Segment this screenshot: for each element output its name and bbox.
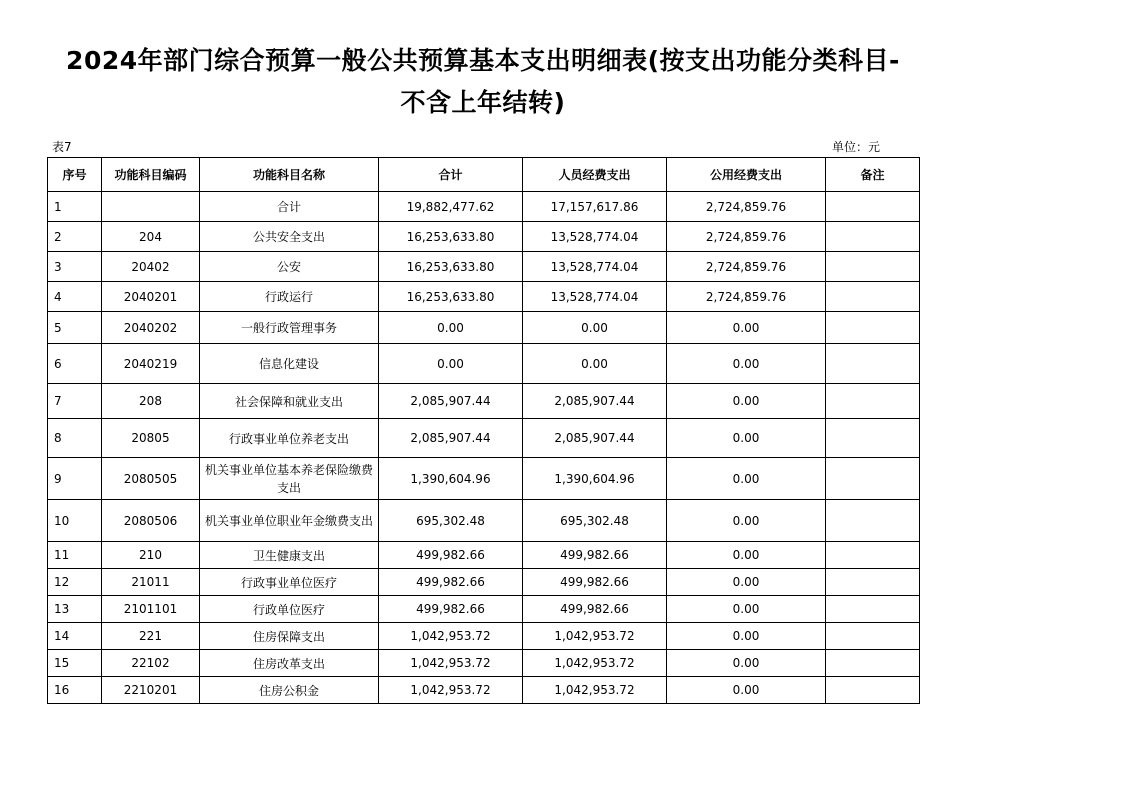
table-row (48, 542, 920, 569)
cell-seq: 2 (48, 222, 102, 252)
cell-total: 1,390,604.96 (379, 458, 523, 500)
cell-seq: 6 (48, 344, 102, 384)
cell-seq: 7 (48, 384, 102, 419)
table-row (48, 312, 920, 344)
cell-total: 499,982.66 (379, 596, 523, 623)
cell-seq: 8 (48, 419, 102, 458)
cell-personnel: 499,982.66 (523, 569, 667, 596)
cell-remark (826, 623, 920, 650)
cell-code: 22102 (102, 650, 200, 677)
table-row (48, 282, 920, 312)
table-row (48, 384, 920, 419)
cell-total: 1,042,953.72 (379, 650, 523, 677)
cell-remark (826, 596, 920, 623)
cell-code: 2080506 (102, 500, 200, 542)
cell-remark (826, 500, 920, 542)
cell-code: 2040201 (102, 282, 200, 312)
cell-personnel: 1,390,604.96 (523, 458, 667, 500)
cell-seq: 3 (48, 252, 102, 282)
cell-total: 16,253,633.80 (379, 252, 523, 282)
cell-name: 合计 (200, 192, 379, 222)
cell-code: 204 (102, 222, 200, 252)
cell-total: 0.00 (379, 312, 523, 344)
table-row (48, 458, 920, 500)
cell-public: 0.00 (667, 500, 826, 542)
cell-personnel: 0.00 (523, 344, 667, 384)
table-row (48, 677, 920, 704)
cell-seq: 16 (48, 677, 102, 704)
cell-seq: 4 (48, 282, 102, 312)
cell-total: 1,042,953.72 (379, 677, 523, 704)
cell-remark (826, 192, 920, 222)
cell-name: 住房保障支出 (200, 623, 379, 650)
header-name: 功能科目名称 (200, 158, 379, 192)
budget-detail-table (47, 157, 920, 704)
cell-name: 公安 (200, 252, 379, 282)
cell-personnel: 1,042,953.72 (523, 677, 667, 704)
cell-seq: 11 (48, 542, 102, 569)
cell-public: 0.00 (667, 312, 826, 344)
cell-remark (826, 458, 920, 500)
cell-remark (826, 542, 920, 569)
cell-personnel: 0.00 (523, 312, 667, 344)
cell-public: 2,724,859.76 (667, 192, 826, 222)
cell-total: 19,882,477.62 (379, 192, 523, 222)
cell-code: 2101101 (102, 596, 200, 623)
cell-remark (826, 384, 920, 419)
table-label: 表7 (52, 140, 72, 154)
cell-personnel: 1,042,953.72 (523, 650, 667, 677)
table-row (48, 252, 920, 282)
cell-code: 21011 (102, 569, 200, 596)
cell-seq: 10 (48, 500, 102, 542)
cell-remark (826, 569, 920, 596)
cell-remark (826, 344, 920, 384)
cell-code: 2080505 (102, 458, 200, 500)
cell-personnel: 695,302.48 (523, 500, 667, 542)
table-row (48, 650, 920, 677)
cell-remark (826, 312, 920, 344)
cell-total: 1,042,953.72 (379, 623, 523, 650)
page-title-line-2: 不含上年结转) (400, 88, 566, 117)
cell-name: 住房公积金 (200, 677, 379, 704)
cell-seq: 5 (48, 312, 102, 344)
cell-remark (826, 650, 920, 677)
cell-code: 221 (102, 623, 200, 650)
table-row (48, 500, 920, 542)
cell-public: 0.00 (667, 384, 826, 419)
cell-seq: 9 (48, 458, 102, 500)
cell-personnel: 17,157,617.86 (523, 192, 667, 222)
cell-name: 一般行政管理事务 (200, 312, 379, 344)
cell-name: 行政事业单位养老支出 (200, 419, 379, 458)
cell-name: 行政单位医疗 (200, 596, 379, 623)
unit-label: 单位：元 (832, 140, 881, 154)
cell-code: 20805 (102, 419, 200, 458)
cell-remark (826, 419, 920, 458)
cell-personnel: 1,042,953.72 (523, 623, 667, 650)
cell-public: 2,724,859.76 (667, 222, 826, 252)
cell-name: 社会保障和就业支出 (200, 384, 379, 419)
cell-name: 机关事业单位基本养老保险缴费支出 (200, 458, 379, 500)
cell-personnel: 13,528,774.04 (523, 282, 667, 312)
cell-code: 20402 (102, 252, 200, 282)
cell-seq: 15 (48, 650, 102, 677)
table-row (48, 192, 920, 222)
cell-code: 210 (102, 542, 200, 569)
cell-name: 卫生健康支出 (200, 542, 379, 569)
cell-public: 0.00 (667, 542, 826, 569)
cell-personnel: 13,528,774.04 (523, 252, 667, 282)
cell-personnel: 13,528,774.04 (523, 222, 667, 252)
table-header-row (48, 158, 920, 192)
table-row (48, 569, 920, 596)
cell-code: 2210201 (102, 677, 200, 704)
cell-remark (826, 677, 920, 704)
cell-public: 0.00 (667, 677, 826, 704)
cell-name: 公共安全支出 (200, 222, 379, 252)
table-row (48, 344, 920, 384)
cell-code: 2040202 (102, 312, 200, 344)
cell-public: 0.00 (667, 344, 826, 384)
cell-personnel: 2,085,907.44 (523, 384, 667, 419)
cell-seq: 13 (48, 596, 102, 623)
header-seq: 序号 (48, 158, 102, 192)
cell-name: 机关事业单位职业年金缴费支出 (200, 500, 379, 542)
cell-personnel: 499,982.66 (523, 542, 667, 569)
cell-code: 208 (102, 384, 200, 419)
header-total: 合计 (379, 158, 523, 192)
cell-total: 2,085,907.44 (379, 419, 523, 458)
cell-seq: 14 (48, 623, 102, 650)
cell-total: 499,982.66 (379, 542, 523, 569)
cell-total: 16,253,633.80 (379, 282, 523, 312)
cell-name: 住房改革支出 (200, 650, 379, 677)
header-personnel: 人员经费支出 (523, 158, 667, 192)
cell-seq: 1 (48, 192, 102, 222)
cell-public: 0.00 (667, 596, 826, 623)
table-row (48, 419, 920, 458)
page-title-line-1: 2024年部门综合预算一般公共预算基本支出明细表(按支出功能分类科目- (66, 46, 900, 75)
cell-remark (826, 252, 920, 282)
table-row (48, 596, 920, 623)
table-row (48, 222, 920, 252)
cell-name: 行政运行 (200, 282, 379, 312)
cell-total: 2,085,907.44 (379, 384, 523, 419)
cell-public: 2,724,859.76 (667, 282, 826, 312)
cell-name: 行政事业单位医疗 (200, 569, 379, 596)
cell-remark (826, 282, 920, 312)
cell-code: 2040219 (102, 344, 200, 384)
cell-public: 0.00 (667, 650, 826, 677)
cell-remark (826, 222, 920, 252)
cell-total: 499,982.66 (379, 569, 523, 596)
cell-personnel: 2,085,907.44 (523, 419, 667, 458)
cell-personnel: 499,982.66 (523, 596, 667, 623)
cell-seq: 12 (48, 569, 102, 596)
cell-public: 0.00 (667, 569, 826, 596)
cell-public: 0.00 (667, 458, 826, 500)
header-public: 公用经费支出 (667, 158, 826, 192)
table-row (48, 623, 920, 650)
header-remark: 备注 (826, 158, 920, 192)
cell-code (102, 192, 200, 222)
cell-public: 0.00 (667, 623, 826, 650)
cell-total: 16,253,633.80 (379, 222, 523, 252)
cell-public: 2,724,859.76 (667, 252, 826, 282)
cell-name: 信息化建设 (200, 344, 379, 384)
cell-total: 0.00 (379, 344, 523, 384)
header-code: 功能科目编码 (102, 158, 200, 192)
cell-public: 0.00 (667, 419, 826, 458)
cell-total: 695,302.48 (379, 500, 523, 542)
